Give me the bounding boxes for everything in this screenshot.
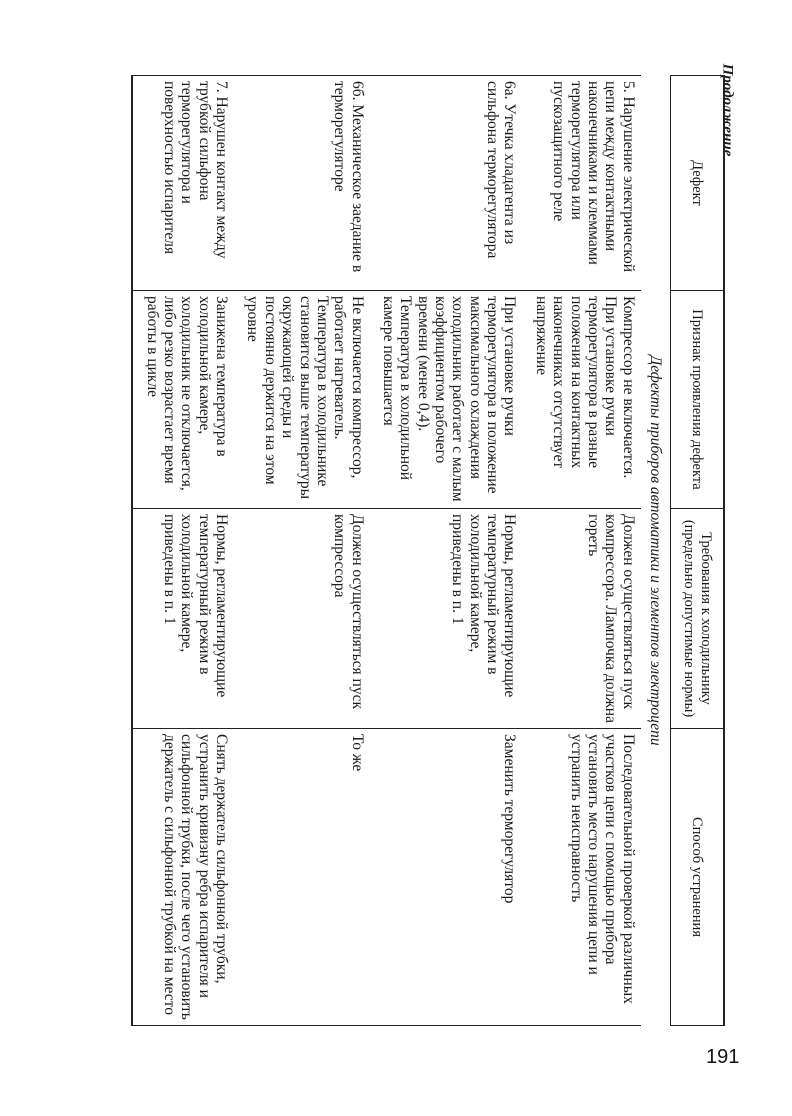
cell-requirements: Нормы, регламентирующие температурный режим в холодильной камере, приведены в п. 1: [132, 509, 234, 729]
table-row: [234, 76, 370, 1026]
cell-requirements: Должен осуществляться пуск компрессора: [234, 509, 370, 729]
cell-fix: Последовательной проверкой различных участков цепи с помощью прибора установить место нарушения цепи и устранить неисправность: [522, 729, 640, 1026]
defects-table: [131, 75, 725, 1026]
table-row: [370, 76, 523, 1026]
header-requirements: Требования к холодильнику (предельно допустимые нормы): [671, 509, 725, 729]
page-number: 191: [706, 1046, 740, 1068]
table-header: [671, 76, 725, 1026]
cell-fix: То же: [234, 729, 370, 1026]
cell-defect: 5. Нарушение электрической цепи между контактными наконечниками и клеммами терморегулятора или пускозащитного реле: [522, 76, 640, 291]
cell-fix: Заменить терморегулятор: [370, 729, 523, 1026]
cell-requirements: Должен осуществляться пуск компрессора. Лампочка должна гореть: [522, 509, 640, 729]
section-title: Дефекты приборов автоматики и элементов электроцепи: [647, 355, 664, 746]
section-row: [641, 76, 671, 1026]
cell-fix: Снять держатель сильфонной трубки, устранить кривизну ребра испарителя и сильфонной трубки, после чего установить держатель с сильфонной трубкой на место: [132, 729, 234, 1026]
table-row: [132, 76, 234, 1026]
running-head-text: Продолжение: [719, 63, 736, 157]
cell-symptom: Занижена температура в холодильной камере, холодильник не отключается, либо резко возрастает время работы в цикле: [132, 291, 234, 509]
cell-symptom: Не включается компрессор, работает нагреватель. Температура в холодильнике становится выше температуры окружающей среды и постоянно держится на этом уровне: [234, 291, 370, 509]
header-symptom: Признак проявления дефекта: [671, 291, 725, 509]
cell-requirements: Нормы, регламентирующие температурный режим в холодильной камере, приведены в п. 1: [370, 509, 523, 729]
header-defect: Дефект: [671, 76, 725, 291]
rotated-table-wrapper: [143, 75, 725, 1025]
cell-defect: 6а. Утечка хладагента из сильфона терморегулятора: [370, 76, 523, 291]
cell-symptom: Компрессор не включается. При установке ручки терморегулятора в разные положения на контактных наконечниках отсутствует напряжение: [522, 291, 640, 509]
table-row: [522, 76, 640, 1026]
cell-defect: 7. Нарушен контакт между трубкой сильфона терморегулятора и поверхностью испарителя: [132, 76, 234, 291]
cell-defect: 6б. Механическое заедание в терморегуляторе: [234, 76, 370, 291]
table-body: [132, 76, 670, 1026]
cell-symptom: При установке ручки терморегулятора в положение максимального охлаждения холодильник работает с малым коэффициентом рабочего времени (менее 0,4). Температура в холодильной камере повышается: [370, 291, 523, 509]
header-fix: Способ устранения: [671, 729, 725, 1026]
